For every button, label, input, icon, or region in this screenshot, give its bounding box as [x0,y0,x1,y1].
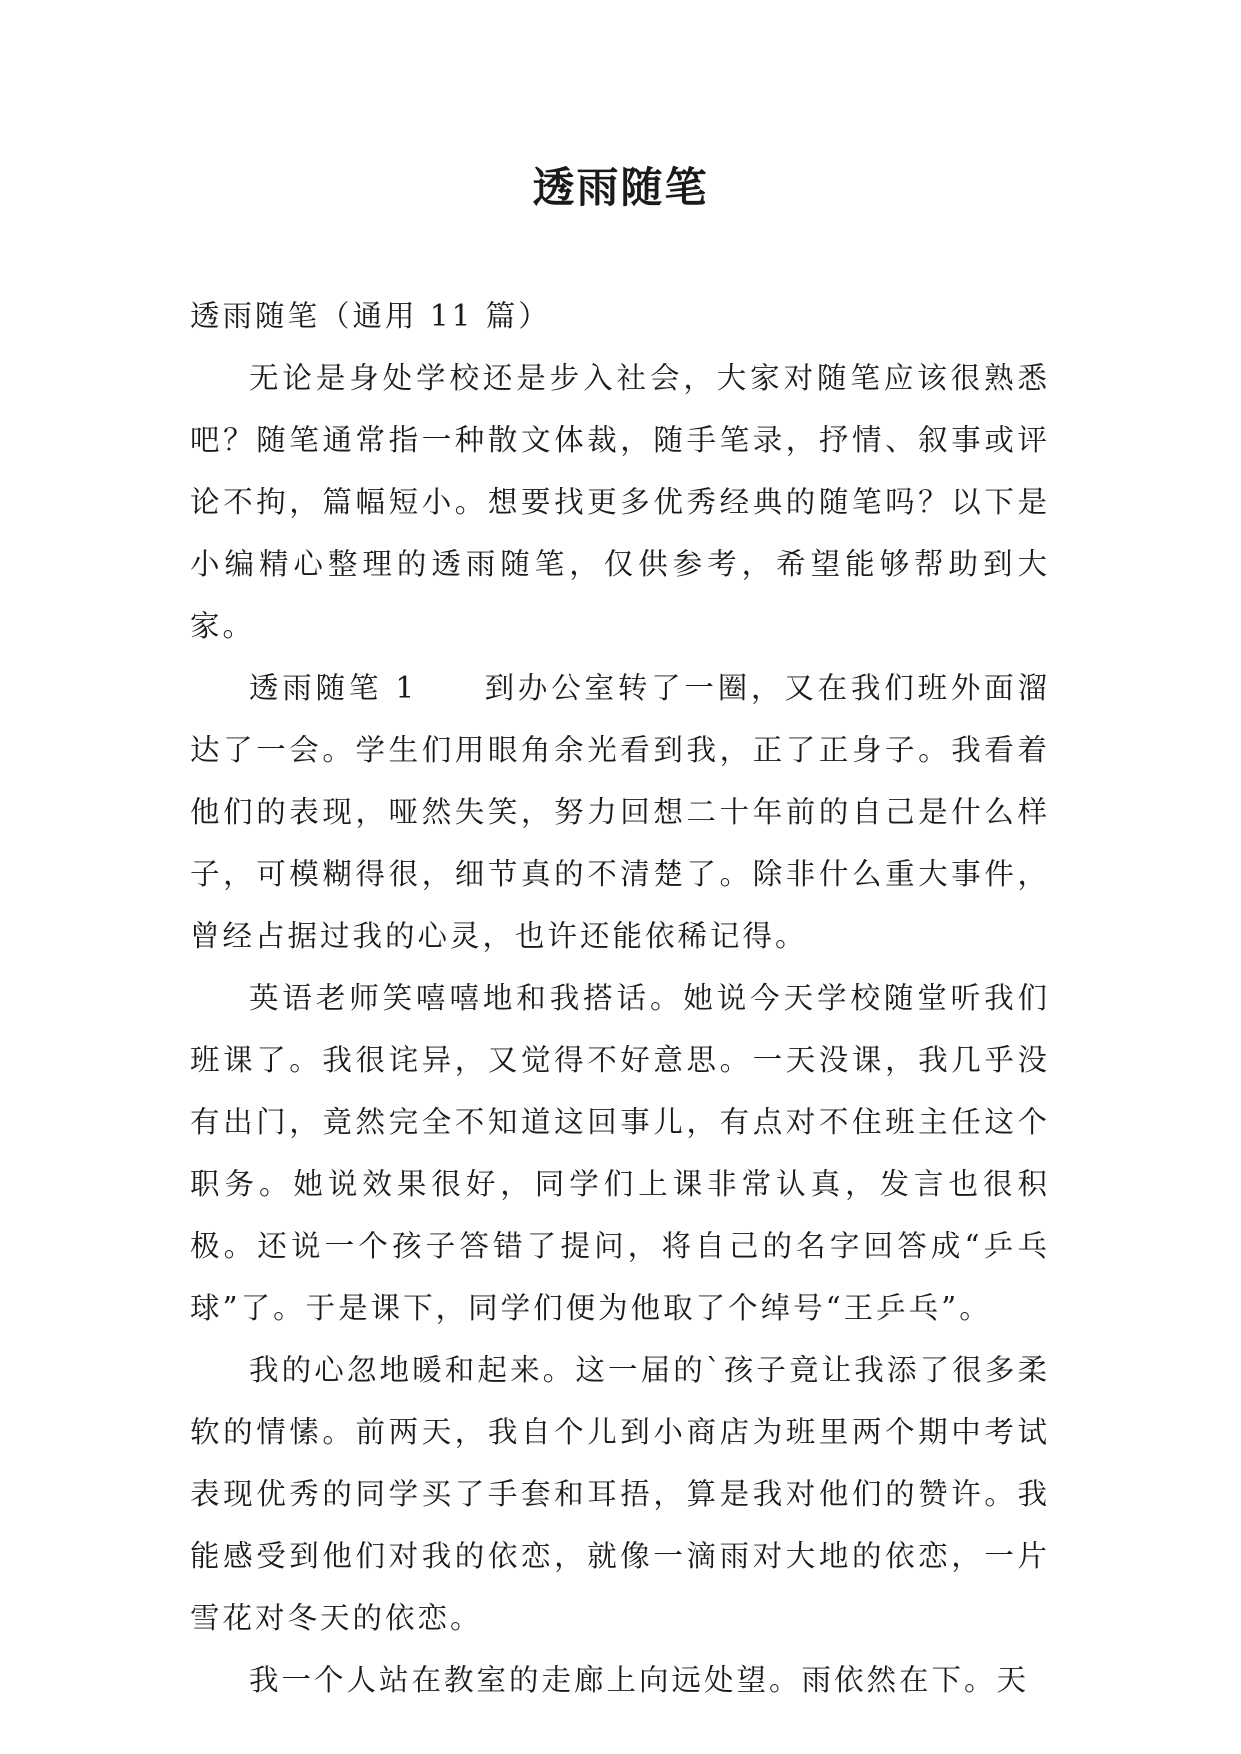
document-body [190,285,1050,1711]
paragraph-corridor: 我一个人站在教室的走廊上向远处望。雨依然在下。天 [249,1663,1030,1697]
document-title: 透雨随笔 [532,163,709,212]
paragraph-warm-heart: 我的心忽地暖和起来。这一届的`孩子竟让我添了很多柔软的情愫。前两天，我自个儿到小商店为班里两个期中考试表现优秀的同学买了手套和耳捂，算是我对他们的赞许。我能感受到他们对我的依恋，就像一滴雨对大地的依恋，一片雪花对冬天的依恋。 [190,1353,1050,1635]
paragraph-essay-1-opening: 透雨随笔 1 到办公室转了一圈，又在我们班外面溜达了一会。学生们用眼角余光看到我，正了正身子。我看着他们的表现，哑然失笑，努力回想二十年前的自己是什么样子，可模糊得很，细节真的不清楚了。除非什么重大事件，曾经占据过我的心灵，也许还能依稀记得。 [190,671,1050,953]
paragraph-intro: 无论是身处学校还是步入社会，大家对随笔应该很熟悉吧？随笔通常指一种散文体裁，随手笔录，抒情、叙事或评论不拘，篇幅短小。想要找更多优秀经典的随笔吗？以下是小编精心整理的透雨随笔，仅供参考，希望能够帮助到大家。 [190,361,1050,643]
document-subtitle: 透雨随笔（通用 11 篇） [190,299,551,333]
paragraph-english-teacher: 英语老师笑嘻嘻地和我搭话。她说今天学校随堂听我们班课了。我很诧异，又觉得不好意思。一天没课，我几乎没有出门，竟然完全不知道这回事儿，有点对不住班主任这个职务。她说效果很好，同学们上课非常认真，发言也很积极。还说一个孩子答错了提问，将自己的名字回答成“乒乓球”了。于是课下，同学们便为他取了个绰号“王乒乓”。 [190,981,1050,1325]
